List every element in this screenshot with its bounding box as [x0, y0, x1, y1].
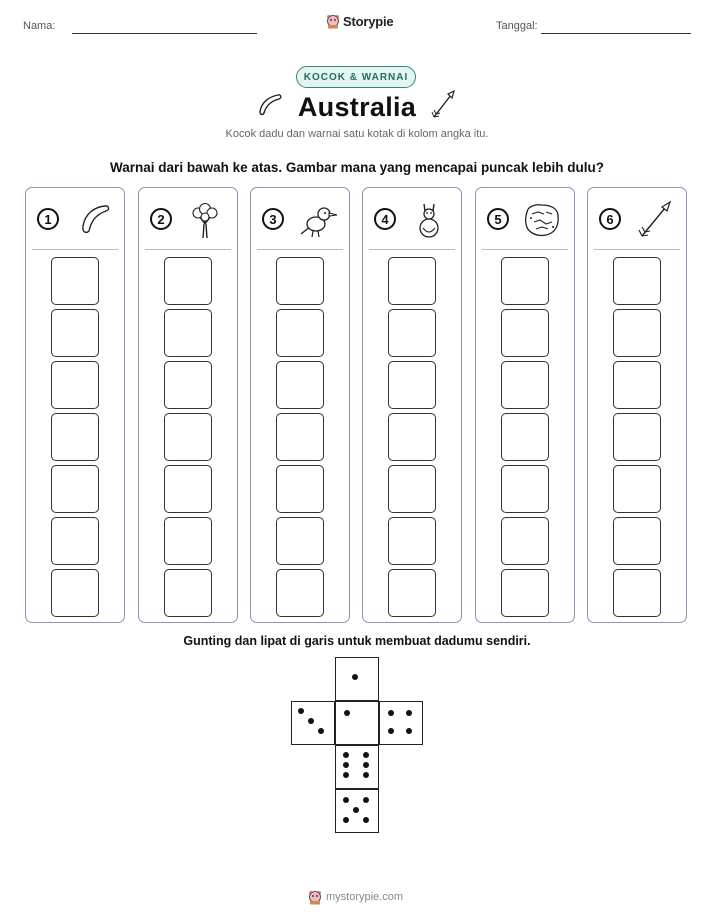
boomerang-icon — [72, 200, 112, 240]
die-pip — [344, 710, 350, 716]
die-pip — [352, 674, 358, 680]
color-box[interactable] — [51, 465, 99, 513]
column-number: 1 — [37, 208, 59, 230]
color-box[interactable] — [51, 309, 99, 357]
color-box[interactable] — [276, 465, 324, 513]
color-box[interactable] — [276, 257, 324, 305]
column-number: 2 — [150, 208, 172, 230]
name-label: Nama: — [23, 20, 56, 32]
color-box[interactable] — [613, 257, 661, 305]
color-box[interactable] — [276, 569, 324, 617]
color-box[interactable] — [164, 361, 212, 409]
die-face-4 — [379, 701, 423, 745]
column-divider — [369, 249, 455, 250]
storypie-mascot-icon — [308, 889, 322, 905]
die-face-5 — [335, 789, 379, 833]
color-box[interactable] — [388, 309, 436, 357]
color-box[interactable] — [276, 413, 324, 461]
instruction-text: Warnai dari bawah ke atas. Gambar mana yang mencapai puncak lebih dulu? — [110, 160, 604, 175]
die-pip — [388, 710, 394, 716]
color-box[interactable] — [276, 517, 324, 565]
die-face-1 — [335, 701, 379, 745]
color-box[interactable] — [51, 361, 99, 409]
storypie-mascot-icon — [326, 13, 340, 29]
color-box[interactable] — [164, 465, 212, 513]
color-box[interactable] — [501, 309, 549, 357]
color-box[interactable] — [164, 413, 212, 461]
column-2 — [138, 187, 238, 623]
die-pip — [388, 728, 394, 734]
date-input-line[interactable] — [541, 33, 691, 34]
color-box[interactable] — [613, 517, 661, 565]
kangaroo-icon — [409, 200, 449, 240]
cut-instruction: Gunting dan lipat di garis untuk membuat dadumu sendiri. — [183, 634, 531, 648]
eucalyptus-tree-icon — [185, 200, 225, 240]
die-face-3 — [291, 701, 335, 745]
color-box[interactable] — [613, 465, 661, 513]
color-box[interactable] — [388, 257, 436, 305]
die-pip — [406, 728, 412, 734]
column-number: 6 — [599, 208, 621, 230]
column-4 — [362, 187, 462, 623]
color-box[interactable] — [501, 361, 549, 409]
color-box[interactable] — [276, 309, 324, 357]
color-box[interactable] — [164, 517, 212, 565]
column-divider — [257, 249, 343, 250]
column-divider — [482, 249, 568, 250]
footer-url: mystorypie.com — [326, 891, 404, 903]
color-box[interactable] — [501, 413, 549, 461]
footer — [308, 889, 403, 905]
die-pip — [363, 762, 369, 768]
aboriginal-rock-art-icon — [522, 200, 562, 240]
page-title: Australia — [297, 92, 417, 122]
column-number: 4 — [374, 208, 396, 230]
column-6 — [587, 187, 687, 623]
color-box[interactable] — [276, 361, 324, 409]
column-divider — [145, 249, 231, 250]
die-pip — [298, 708, 304, 714]
column-divider — [32, 249, 118, 250]
column-1 — [25, 187, 125, 623]
die-pip — [363, 797, 369, 803]
column-number: 3 — [262, 208, 284, 230]
die-pip — [308, 718, 314, 724]
color-box[interactable] — [613, 361, 661, 409]
color-box[interactable] — [388, 569, 436, 617]
die-pip — [363, 752, 369, 758]
die-pip — [343, 817, 349, 823]
color-box[interactable] — [164, 257, 212, 305]
kookaburra-icon — [297, 200, 337, 240]
column-number: 5 — [487, 208, 509, 230]
color-box[interactable] — [388, 465, 436, 513]
die-pip — [318, 728, 324, 734]
color-box[interactable] — [51, 413, 99, 461]
page-subtitle: Kocok dadu dan warnai satu kotak di kolom angka itu. — [225, 128, 489, 140]
spear-icon — [634, 200, 674, 240]
die-face-1 — [335, 657, 379, 701]
die-pip — [353, 807, 359, 813]
color-box[interactable] — [164, 309, 212, 357]
name-input-line[interactable] — [72, 33, 257, 34]
color-box[interactable] — [613, 309, 661, 357]
color-box[interactable] — [51, 517, 99, 565]
color-box[interactable] — [501, 517, 549, 565]
column-divider — [594, 249, 680, 250]
color-box[interactable] — [388, 517, 436, 565]
spear-icon — [430, 90, 456, 120]
column-3 — [250, 187, 350, 623]
die-pip — [343, 752, 349, 758]
date-label: Tanggal: — [496, 20, 538, 32]
column-5 — [475, 187, 575, 623]
color-box[interactable] — [388, 413, 436, 461]
color-box[interactable] — [51, 257, 99, 305]
die-pip — [343, 797, 349, 803]
die-face-6 — [335, 745, 379, 789]
brand-logo — [326, 13, 393, 29]
color-box[interactable] — [613, 569, 661, 617]
color-box[interactable] — [501, 569, 549, 617]
activity-badge: KOCOK & WARNAI — [296, 66, 416, 88]
die-pip — [343, 762, 349, 768]
die-pip — [363, 817, 369, 823]
color-box[interactable] — [501, 465, 549, 513]
color-box[interactable] — [613, 413, 661, 461]
color-box[interactable] — [164, 569, 212, 617]
die-pip — [406, 710, 412, 716]
color-box[interactable] — [501, 257, 549, 305]
die-pip — [363, 772, 369, 778]
die-pip — [343, 772, 349, 778]
color-box[interactable] — [51, 569, 99, 617]
color-box[interactable] — [388, 361, 436, 409]
brand-name: Storypie — [343, 13, 394, 29]
